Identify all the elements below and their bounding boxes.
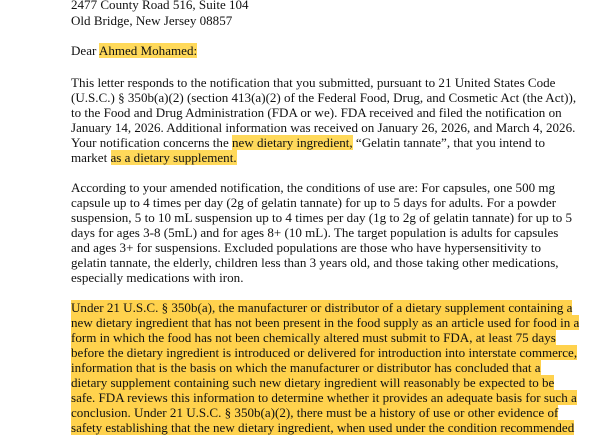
paragraph-1-line-6	[71, 150, 237, 165]
address-line-2: Old Bridge, New Jersey 08857	[71, 13, 233, 28]
paragraph-1-line-4: January 14, 2026. Additional information was received on January 26, 2026, and March 4, 2026.	[71, 120, 576, 135]
dietary-supplement-highlight: as a dietary supplement.	[110, 150, 237, 165]
salutation-prefix: Dear	[71, 43, 99, 58]
new-dietary-ingredient-highlight: new dietary ingredient,	[232, 135, 353, 150]
paragraph-1-line-5-before: Your notification concerns the	[71, 135, 233, 150]
paragraph-1-line-5	[71, 135, 545, 150]
paragraph-3-line-7: safe. FDA reviews this information to determine whether it provides an adequate basis for such a	[71, 390, 577, 405]
paragraph-1-line-6-before: market	[71, 150, 111, 165]
paragraph-2-line-4: days for ages 3-8 (5mL) and for ages 8+ (10 mL). The target population is adults for capsules	[71, 225, 559, 240]
paragraph-1-line-5-after: “Gelatin tannate”, that you intend to	[352, 135, 546, 150]
paragraph-3-line-9: safety establishing that the new dietary ingredient, when used under the condition recommended	[71, 420, 575, 435]
paragraph-3-line-4: before the dietary ingredient is introduced or delivered for introduction into interstate commerce,	[71, 345, 578, 360]
paragraph-2-line-1: According to your amended notification, the conditions of use are: For capsules, one 500 mg	[71, 180, 556, 195]
paragraph-3-line-8: conclusion. Under 21 U.S.C. § 350b(a)(2), there must be a history of use or other evidence of	[71, 405, 559, 420]
paragraph-1-line-1: This letter responds to the notification that you submitted, pursuant to 21 United States Code	[71, 75, 556, 90]
paragraph-2-line-3: suspension, 5 to 10 mL suspension up to 4 times per day (1g to 2g of gelatin tannate) for up to 5	[71, 210, 573, 225]
paragraph-3-line-5: information that is the basis on which the manufacturer or distributor has concluded that a	[71, 360, 541, 375]
paragraph-2-line-7: especially medications with iron.	[71, 270, 244, 285]
paragraph-1-line-3: to the Food and Drug Administration (FDA or we). FDA received and filed the notification on	[71, 105, 562, 120]
paragraph-3-line-3: form in which the food has not been chemically altered must submit to FDA, at least 75 days	[71, 330, 556, 345]
paragraph-3-line-6: dietary supplement containing such new dietary ingredient will reasonably be expected to be	[71, 375, 555, 390]
address-line-1: 2477 County Road 516, Suite 104	[71, 0, 249, 12]
paragraph-1-line-2: (U.S.C.) § 350b(a)(2) (section 413(a)(2) of the Federal Food, Drug, and Cosmetic Act (the Act)),	[71, 90, 577, 105]
paragraph-3-line-2: new dietary ingredient that has not been present in the food supply as an article used for food in a	[71, 315, 580, 330]
paragraph-2-line-5: and ages 3+ for suspensions. Excluded populations are those who have hypersensitivity to	[71, 240, 542, 255]
paragraph-2-line-2: capsule up to 4 times per day (2g of gelatin tannate) for up to 5 days for adults. For a powder	[71, 195, 557, 210]
paragraph-2-line-6: gelatin tannate, the elderly, children less than 3 years old, and those taking other medications,	[71, 255, 559, 270]
recipient-name-highlight: Ahmed Mohamed:	[98, 43, 198, 58]
paragraph-3-line-1: Under 21 U.S.C. § 350b(a), the manufacturer or distributor of a dietary supplement containing a	[71, 300, 573, 315]
salutation	[71, 43, 197, 58]
